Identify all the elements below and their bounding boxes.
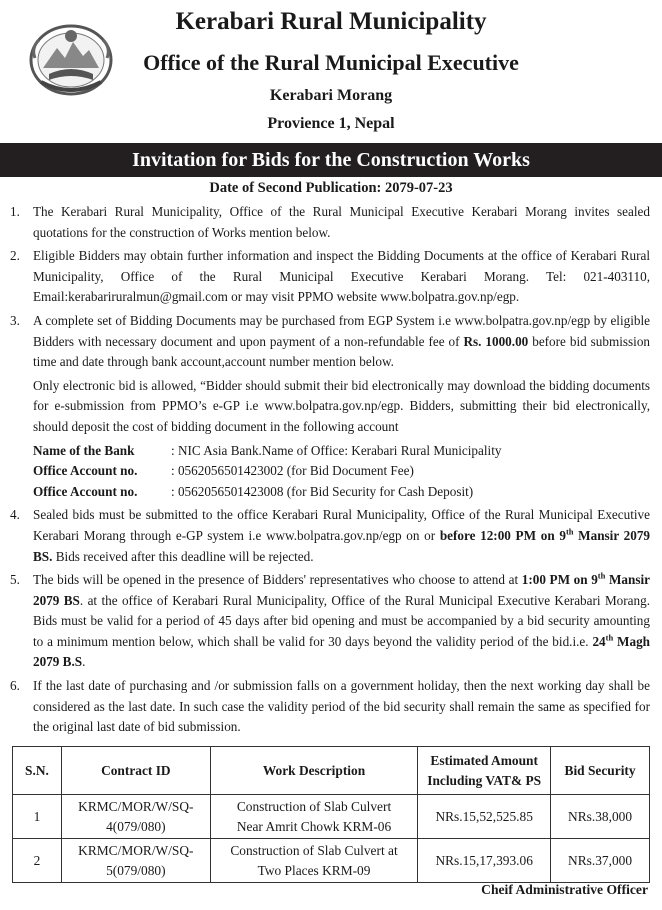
office-location: Kerabari Morang (269, 87, 393, 104)
cell-bid-security: NRs.37,000 (551, 839, 650, 883)
clause-text: Sealed bids must be submitted to the office Kerabari Rural Municipality, Office of the Rural Municipal Executive Kerabari Morang through e-GP system i.e www.bolpatra.gov.np/egp on or (33, 507, 650, 543)
table-row (13, 839, 650, 883)
account-label: Office Account no. (33, 483, 138, 499)
submission-deadline: Mansir 2079 BS. (33, 527, 651, 564)
account-value: : 0562056501423002 (for Bid Document Fee) (171, 463, 414, 479)
clause-number: 5. (10, 572, 20, 588)
clause-text: The bids will be opened in the presence of Bidders' representatives who choose to attend at (33, 572, 522, 588)
validity-date: Magh 2079 B.S (33, 633, 651, 670)
cell-line: Construction of Slab Culvert (236, 798, 392, 814)
ordinal-suffix: th (565, 526, 574, 537)
cell-estimated-amount: NRs.15,17,393.06 (418, 839, 551, 883)
province-line: Provience 1, Nepal (267, 115, 395, 132)
cell-estimated-amount: NRs.15,52,525.85 (418, 795, 551, 839)
cell-line: KRMC/MOR/W/SQ- (78, 798, 194, 814)
table-header-row (13, 747, 650, 795)
table-row (13, 795, 650, 839)
clause-text: . at the office of Kerabari Rural Municipality, Office of the Rural Municipal Executive Kerabari Morang. Bids must be valid for a period of 45 days after bid opening and must be accompanied by a bid security amounting to a minimum mention below, which shall be valid for 30 days beyond the validity period of the bid.i.e. (33, 592, 650, 649)
cell-line: KRMC/MOR/W/SQ- (78, 842, 194, 858)
account-label: Office Account no. (33, 463, 138, 479)
municipality-name: Kerabari Rural Municipality (175, 8, 487, 35)
cell-line: Two Places KRM-09 (257, 862, 371, 878)
clause-3 (10, 311, 650, 373)
account-value: : 0562056501423008 (for Bid Security for Cash Deposit) (171, 483, 474, 499)
cell-sn: 1 (13, 795, 62, 839)
column-header-bid-security: Bid Security (551, 747, 650, 795)
validity-date: 24 (592, 633, 606, 649)
document-header (0, 0, 662, 143)
clause-text: The Kerabari Rural Municipality, Office of the Rural Municipal Executive Kerabari Morang invites sealed quotations for the construction of Works mention below. (33, 204, 650, 240)
clause-text: Eligible Bidders may obtain further information and inspect the Bidding Documents at the office of Kerabari Rural Municipality, Office of the Rural Municipal Executive Kerabari Morang. Tel: 021-403110, Email:kerabariruralmun@gmail.com or may visit PPMO website www.bolpatra.gov.np/egp. (33, 248, 650, 305)
clause-number: 4. (10, 507, 20, 523)
notice-body (10, 202, 650, 741)
notice-title-banner: Invitation for Bids for the Construction Works (0, 143, 662, 177)
cell-work-description (210, 795, 417, 839)
cell-sn: 2 (13, 839, 62, 883)
submission-deadline: before 12:00 PM on 9 (439, 527, 566, 543)
clause-4 (10, 505, 650, 567)
opening-time: 1:00 PM on 9 (521, 572, 598, 588)
document-fee: Rs. 1000.00 (463, 333, 529, 349)
bid-table (12, 746, 650, 883)
column-header-sn: S.N. (13, 747, 62, 795)
ordinal-suffix: th (605, 632, 614, 643)
clause-number: 6. (10, 678, 20, 694)
clause-text: A complete set of Bidding Documents may be purchased from EGP System i.e www.bolpatra.gov.np/egp by eligible Bidders with necessary document and upon payment of a non-refundable fee of (33, 312, 650, 349)
column-header-estimated-amount (418, 747, 551, 795)
clause-number: 2. (10, 248, 20, 264)
opening-time: Mansir 2079 BS (33, 572, 651, 608)
account-label: Name of the Bank (33, 442, 135, 458)
clause-5 (10, 570, 650, 673)
clause-text: before bid submission time and date through bank account,account number mention below. (33, 333, 651, 370)
cell-contract-id (61, 839, 210, 883)
bank-account-row (10, 461, 650, 482)
clause-number: 1. (10, 204, 20, 219)
clause-text: If the last date of purchasing and /or submission falls on a government holiday, then the next working day shall be considered as the last date. In such case the validity period of the bid security shall remain the same as specified for the original last date of bid submission. (33, 678, 650, 735)
header-line: Including VAT& PS (427, 772, 542, 788)
clause-2 (10, 246, 650, 308)
column-header-work-description: Work Description (210, 747, 417, 795)
cell-line: 4(079/080) (106, 818, 166, 834)
ordinal-suffix: th (597, 570, 606, 581)
cell-contract-id (61, 795, 210, 839)
clause-6 (10, 676, 650, 738)
clause-text: Bids received after this deadline will be rejected. (52, 548, 314, 564)
clause-1 (10, 202, 650, 243)
electronic-bid-note: Only electronic bid is allowed, “Bidder should submit their bid electronically may download the bidding documents for e-submission from PPMO’s e-GP i.e www.bolpatra.gov.np/egp. Bidders, submitting their bid electronically, should deposit the cost of bidding document in the following account (33, 377, 650, 434)
cell-line: Construction of Slab Culvert at (230, 842, 398, 858)
header-line: Estimated Amount (430, 752, 538, 768)
clause-number: 3. (10, 312, 20, 328)
cell-line: Near Amrit Chowk KRM-06 (236, 818, 392, 834)
office-name: Office of the Rural Municipal Executive (143, 50, 519, 75)
clause-text: . (82, 654, 86, 670)
bank-account-row (10, 482, 650, 503)
publication-date: Date of Second Publication: 2079-07-23 (209, 180, 453, 196)
column-header-contract-id: Contract ID (61, 747, 210, 795)
account-value: : NIC Asia Bank.Name of Office: Kerabari Rural Municipality (171, 442, 502, 458)
cell-work-description (210, 839, 417, 883)
signatory-title: Cheif Administrative Officer (481, 882, 648, 897)
bank-account-row (10, 441, 650, 462)
cell-line: 5(079/080) (106, 862, 166, 878)
cell-bid-security: NRs.38,000 (551, 795, 650, 839)
